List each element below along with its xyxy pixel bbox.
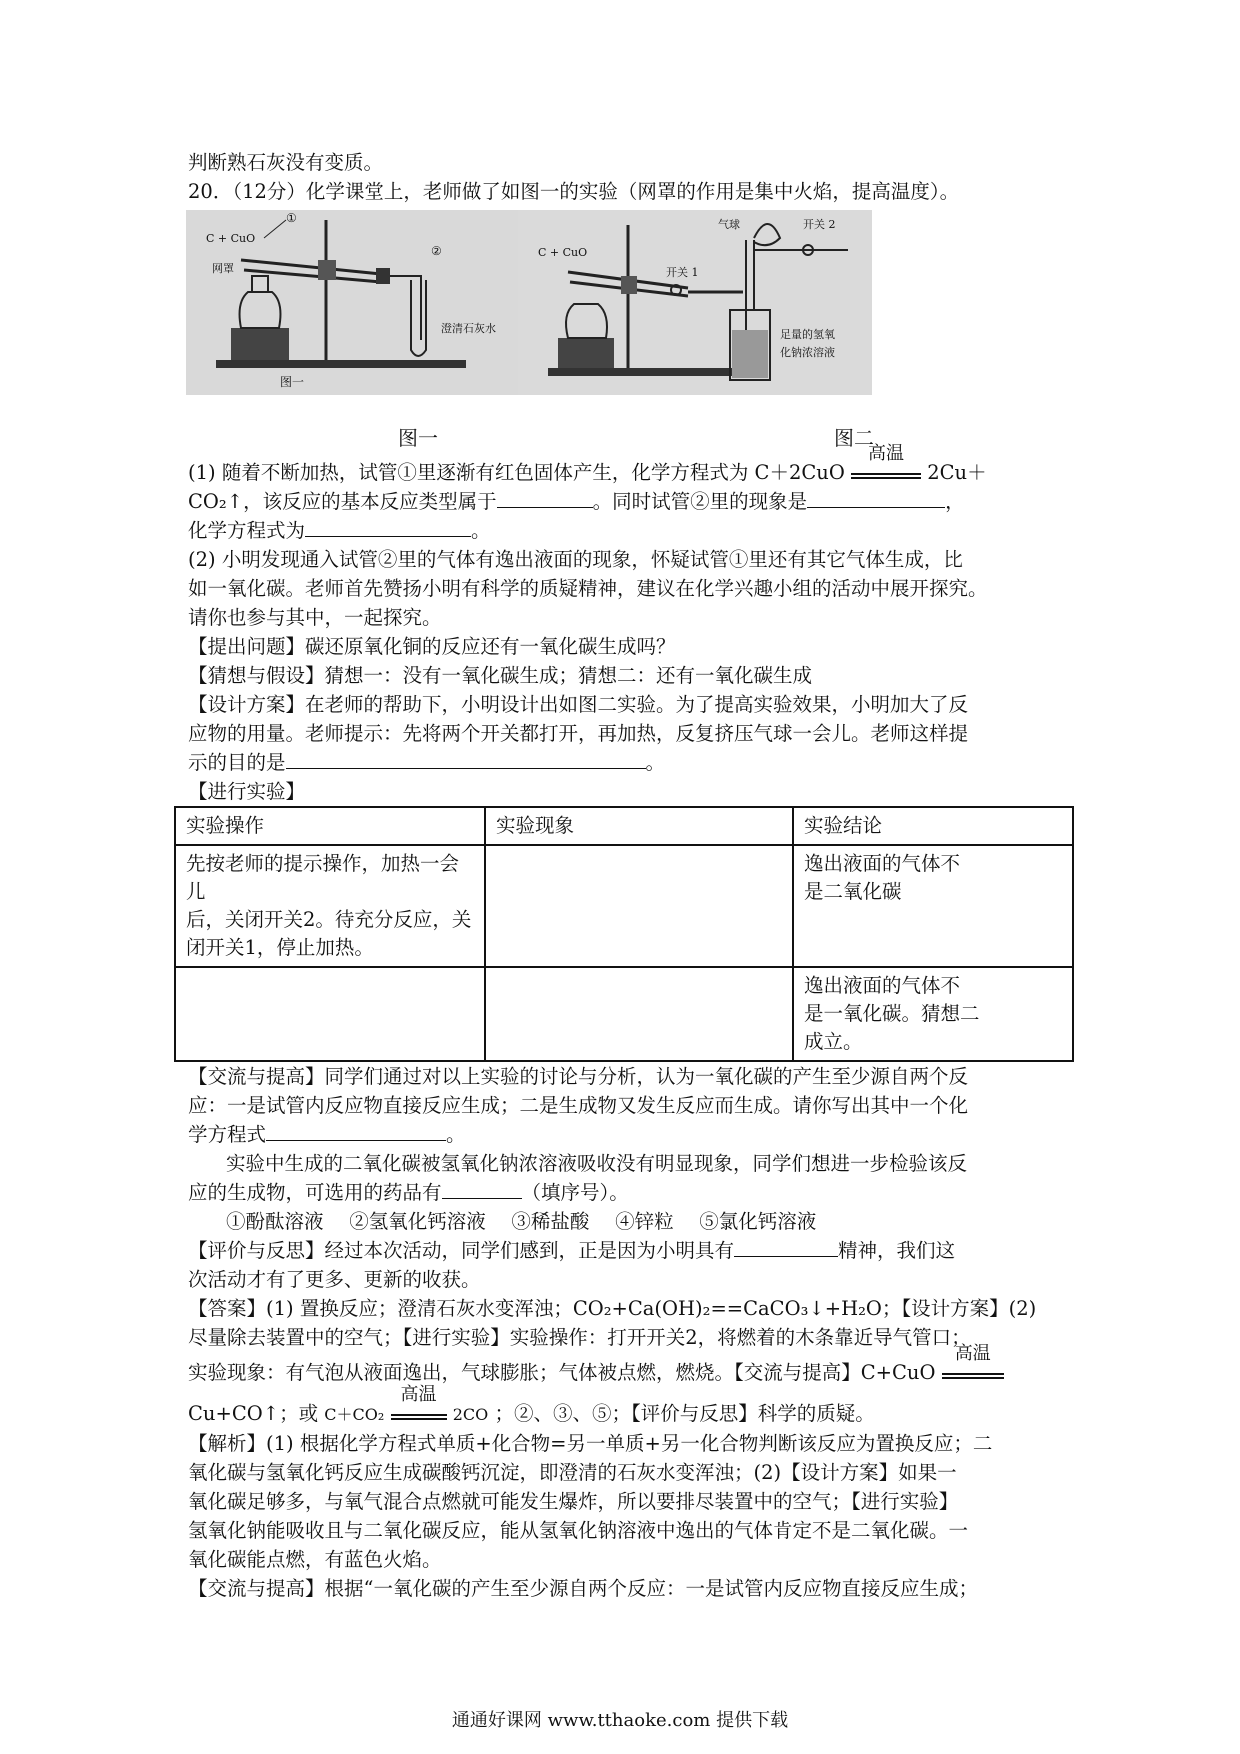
design-text: 示的目的是 (188, 751, 286, 774)
figures (188, 210, 1078, 450)
equation-left: C＋CO₂ (324, 1405, 385, 1424)
fig1-label-mesh: 网罩 (212, 262, 234, 275)
cell-line: 闭开关1，停止加热。 (186, 936, 374, 959)
table-cell-empty[interactable] (175, 967, 485, 1061)
q1-text-b3: ， (945, 490, 965, 513)
equation-right: 2CO (452, 1405, 489, 1424)
page-footer: 通通好课网 www.tthaoke.com 提供下载 (451, 1710, 789, 1731)
figure-1-caption: 图一 (398, 426, 438, 450)
reflection-line-2: 次活动才有了更多、更新的收获。 (188, 1268, 481, 1291)
table-cell (175, 845, 485, 967)
answer-blank[interactable] (497, 487, 593, 508)
condition-label: 高温 (400, 1384, 437, 1405)
fig2-label-switch1: 开关 1 (666, 266, 699, 279)
table-header-row (175, 807, 1073, 845)
answer-blank[interactable] (286, 748, 646, 769)
cell-line: 先按老师的提示操作，加热一会儿 (186, 852, 460, 903)
section-question: 【提出问题】碳还原氧化铜的反应还有一氧化碳生成吗？ (188, 635, 676, 658)
answer-text: 实验现象：有气泡从液面逸出，气球膨胀；气体被点燃，燃烧。【交流与提高】C+CuO (188, 1361, 936, 1384)
q1-text-b1: CO₂↑，该反应的基本反应类型属于 (188, 490, 497, 513)
q1-line-3 (188, 516, 1078, 545)
cell-line: 是一氧化碳。猜想二 (804, 1002, 980, 1025)
fig2-label-switch2: 开关 2 (803, 218, 836, 231)
q1-text-c1: 化学方程式为 (188, 519, 306, 542)
condition-high-temp (851, 443, 921, 479)
section-experiment: 【进行实验】 (188, 780, 306, 803)
reagent-options: ①酚酞溶液 ②氢氧化钙溶液 ③稀盐酸 ④锌粒 ⑤氯化钙溶液 (226, 1210, 817, 1233)
figure-1 (186, 210, 538, 395)
answer-line-2: 尽量除去装置中的空气；【进行实验】实验操作：打开开关2，将燃着的木条靠近导气管口； (188, 1326, 971, 1349)
table-header: 实验结论 (793, 807, 1073, 845)
q1-text-c2: 。 (471, 519, 491, 542)
fig2-label-balloon: 气球 (718, 218, 740, 231)
q1-line-1 (188, 443, 1078, 487)
question-title: 20．（12分）化学课堂上，老师做了如图一的实验（网罩的作用是集中火焰，提高温度）。 (188, 180, 960, 203)
condition-high-temp (942, 1343, 1004, 1379)
experiment-table (174, 806, 1074, 1062)
exchange-line-5 (188, 1178, 1078, 1207)
answer-text-end: ；②、③、⑤；【评价与反思】科学的质疑。 (494, 1402, 875, 1425)
q2-line-2: 如一氧化碳。老师首先赞扬小明有科学的质疑精神，建议在化学兴趣小组的活动中展开探究。 (188, 577, 988, 600)
answer-blank[interactable] (807, 487, 945, 508)
q2-line-3: 请你也参与其中，一起探究。 (188, 606, 442, 629)
table-row (175, 967, 1073, 1061)
table-header: 实验操作 (175, 807, 485, 845)
table-cell (793, 967, 1073, 1061)
section-design-3 (188, 748, 1078, 777)
fig1-label-tube1: ① (286, 211, 297, 225)
text-line: 判断熟石灰没有变质。 (188, 151, 384, 174)
exchange-text: 应的生成物，可选用的药品有 (188, 1181, 442, 1204)
exchange-line-1: 【交流与提高】同学们通过对以上实验的讨论与分析，认为一氧化碳的产生至少源自两个反 (188, 1065, 969, 1088)
section-design-1: 【设计方案】在老师的帮助下，小明设计出如图二实验。为了提高实验效果，小明加大了反 (188, 693, 969, 716)
condition-label: 高温 (954, 1343, 991, 1364)
exchange-line-3 (188, 1120, 1078, 1149)
cell-line: 后，关闭开关2。待充分反应，关 (186, 908, 472, 931)
reflection-text-end: 精神，我们这 (838, 1239, 956, 1262)
analysis-line-4: 氢氧化钠能吸收且与二氧化碳反应，能从氢氧化钠溶液中逸出的气体肯定不是二氧化碳。一 (188, 1519, 969, 1542)
reflection-text: 【评价与反思】经过本次活动，同学们感到，正是因为小明具有 (188, 1239, 735, 1262)
answer-blank[interactable] (734, 1236, 838, 1257)
cell-line: 逸出液面的气体不 (804, 974, 961, 997)
analysis-line-5: 氧化碳能点燃，有蓝色火焰。 (188, 1548, 442, 1571)
exchange-line-2: 应：一是试管内反应物直接反应生成；二是生成物又发生反应而生成。请你写出其中一个化 (188, 1094, 969, 1117)
table-cell (793, 845, 1073, 967)
figure-2-caption: 图二 (834, 426, 874, 450)
answer-blank[interactable] (305, 516, 471, 537)
condition-high-temp (391, 1384, 447, 1420)
q2-line-1: (2) 小明发现通入试管②里的气体有逸出液面的现象，怀疑试管①里还有其它气体生成，比 (188, 548, 963, 571)
condition-label: 高温 (868, 443, 905, 464)
cell-line: 成立。 (804, 1030, 863, 1053)
q1-text-a: (1) 随着不断加热，试管①里逐渐有红色固体产生，化学方程式为 C＋2CuO (188, 461, 845, 484)
page-body (188, 148, 1078, 1603)
analysis-line-1: 【解析】(1) 根据化学方程式单质+化合物=另一单质+另一化合物判断该反应为置换反应；二 (188, 1432, 993, 1455)
table-header: 实验现象 (485, 807, 793, 845)
analysis-line-6: 【交流与提高】根据“一氧化碳的产生至少源自两个反应：一是试管内反应物直接反应生成； (188, 1577, 978, 1600)
answer-line-1: 【答案】(1) 置换反应；澄清石灰水变浑浊；CO₂+Ca(OH)₂==CaCO₃↓+H₂O；【设计方案】(2) (188, 1297, 1037, 1320)
fig1-label-limewater: 澄清石灰水 (441, 322, 496, 335)
answer-blank[interactable] (266, 1120, 446, 1141)
answer-blank[interactable] (442, 1178, 522, 1199)
exchange-text-end: 。 (446, 1123, 466, 1146)
q1-text-end: 2Cu＋ (927, 461, 987, 484)
cell-line: 是二氧化碳 (804, 880, 902, 903)
answer-line-4 (188, 1384, 1078, 1429)
analysis-line-3: 氧化碳足够多，与氧气混合点燃就可能发生爆炸，所以要排尽装置中的空气；【进行实验】 (188, 1490, 959, 1513)
cell-line: 逸出液面的气体不 (804, 852, 961, 875)
fig2-label-reactant: C + CuO (538, 246, 588, 259)
fig1-label-tube2: ② (431, 244, 442, 258)
table-cell-empty[interactable] (485, 845, 793, 967)
table-row (175, 845, 1073, 967)
exchange-text-end: （填序号）。 (521, 1181, 629, 1204)
q1-text-b2: 。同时试管②里的现象是 (592, 490, 808, 513)
section-design-2: 应物的用量。老师提示：先将两个开关都打开，再加热，反复挤压气球一会儿。老师这样提 (188, 722, 969, 745)
section-hypothesis: 【猜想与假设】猜想一：没有一氧化碳生成；猜想二：还有一氧化碳生成 (188, 664, 813, 687)
design-text-end: 。 (645, 751, 666, 774)
analysis-line-2: 氧化碳与氢氧化钙反应生成碳酸钙沉淀，即澄清的石灰水变浑浊；(2)【设计方案】如果一 (188, 1461, 957, 1484)
table-cell-empty[interactable] (485, 967, 793, 1061)
exchange-line-4: 实验中生成的二氧化碳被氢氧化钠浓溶液吸收没有明显现象，同学们想进一步检验该反 (226, 1152, 968, 1175)
fig2-label-naoh-1: 足量的氢氧 (780, 328, 835, 341)
fig2-label-naoh-2: 化钠浓溶液 (780, 346, 835, 359)
fig1-inner-caption: 图一 (280, 375, 305, 389)
figure-2 (518, 210, 872, 395)
exchange-text: 学方程式 (188, 1123, 267, 1146)
reflection-line-1 (188, 1236, 1078, 1265)
answer-text: Cu+CO↑；或 (188, 1402, 319, 1425)
q1-line-2 (188, 487, 1078, 516)
answer-line-3 (188, 1343, 1078, 1387)
fig1-label-reactant: C + CuO (206, 232, 256, 245)
